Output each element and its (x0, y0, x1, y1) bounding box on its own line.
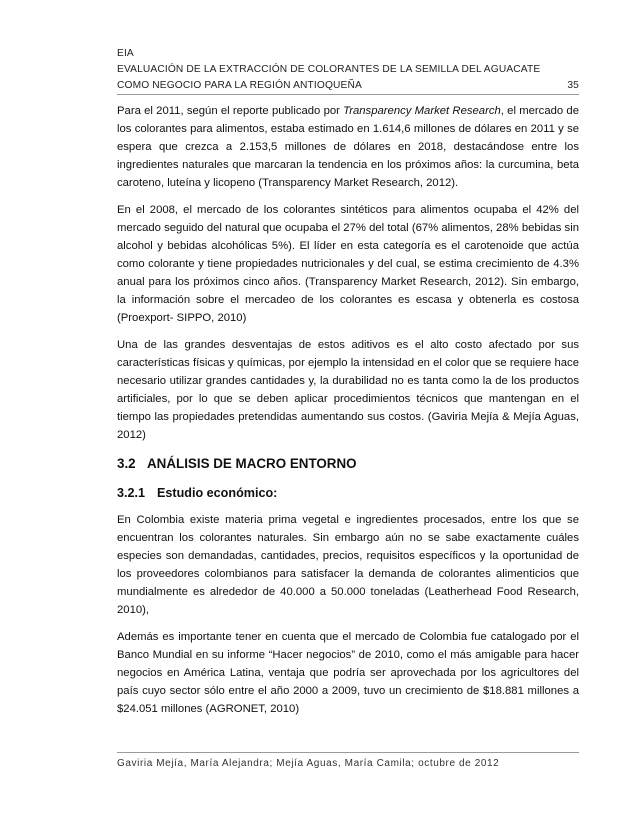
page-footer: Gaviria Mejía, María Alejandra; Mejía Aguas, María Camila; octubre de 2012 (117, 758, 500, 769)
paragraph-1-end: , el mercado de los colorantes para alimentos, estaba estimado en 1.614,6 millones de dólares en 2011 y se espera que crezca a 2.153,5 millones de dólares en 2018, destacándose entre los ingredientes naturales que marcaran la tendencia en los próximos años: la curcumina, beta caroteno, luteína y licopeno (Transparency Market Research, 2012). (117, 105, 579, 189)
paragraph-5: Además es importante tener en cuenta que el mercado de Colombia fue catalogado por el Banco Mundial en su informe “Hacer negocios” de 2010, como el más amigable para hacer negocios en América Latina, ventaja que podría ser aprovechada por los agricultores del país cuyo sector sólo entre el año 2000 a 2009, tuvo un crecimiento de $18.881 millones a $24.051 millones (AGRONET, 2010) (117, 631, 579, 715)
section-number: 3.2 (117, 456, 136, 471)
subsection-heading (117, 484, 579, 502)
header-title-line1: EVALUACIÓN DE LA EXTRACCIÓN DE COLORANTES DE LA SEMILLA DEL AGUACATE (117, 64, 541, 75)
section-title: ANÁLISIS DE MACRO ENTORNO (147, 456, 357, 471)
section-heading (117, 455, 579, 473)
header-title-line2: COMO NEGOCIO PARA LA REGIÓN ANTIOQUEÑA (117, 80, 362, 91)
page-header (117, 46, 579, 94)
paragraph-1-italic-source: Transparency Market Research (343, 105, 501, 117)
footer-divider (117, 752, 579, 753)
page-number: 35 (567, 80, 579, 91)
header-row (117, 78, 579, 94)
paragraph-1-start: Para el 2011, según el reporte publicado por (117, 105, 344, 117)
header-divider (117, 94, 579, 95)
paragraph-2: En el 2008, el mercado de los colorantes sintéticos para alimentos ocupaba el 42% del mercado seguido del natural que ocupaba el 27% del total (67% alimentos, 28% bebidas sin alcohol y bebidas alcohólicas 5%). El líder en esta categoría es el carotenoide que actúa como colorante y tiene propiedades nutricionales y del cual, se estima crecimiento de 4.3% anual para los próximos cinco años. (Transparency Market Research, 2012). Sin embargo, la información sobre el mercadeo de los colorantes es escasa y obtenerla es costosa (Proexport- SIPPO, 2010) (117, 204, 579, 324)
paragraph-4: En Colombia existe materia prima vegetal e ingredientes procesados, entre los que se encuentran los colorantes naturales. Sin embargo aún no se sabe exactamente cuáles especies son demandadas, cantidades, precios, requisitos específicos y la oportunidad de los proveedores colombianos para satisfacer la demanda de colorantes alimenticios que mundialmente es alrededor de 40.000 a 50.000 toneladas (Leatherhead Food Research, 2010), (117, 514, 579, 616)
header-institution: EIA (117, 48, 134, 59)
document-body (117, 102, 579, 727)
paragraph-1 (117, 102, 579, 192)
subsection-title: Estudio económico: (157, 486, 278, 500)
subsection-number: 3.2.1 (117, 486, 146, 500)
paragraph-3: Una de las grandes desventajas de estos aditivos es el alto costo afectado por sus características físicas y químicas, por ejemplo la intensidad en el color que se requiere hace necesario utilizar grandes cantidades y, la durabilidad no es tanta como la de los productos artificiales, por lo que se deben aplicar procedimientos técnicos que mantengan en el tiempo las propiedades pretendidas aumentando sus costos. (Gaviria Mejía & Mejía Aguas, 2012) (117, 339, 579, 441)
